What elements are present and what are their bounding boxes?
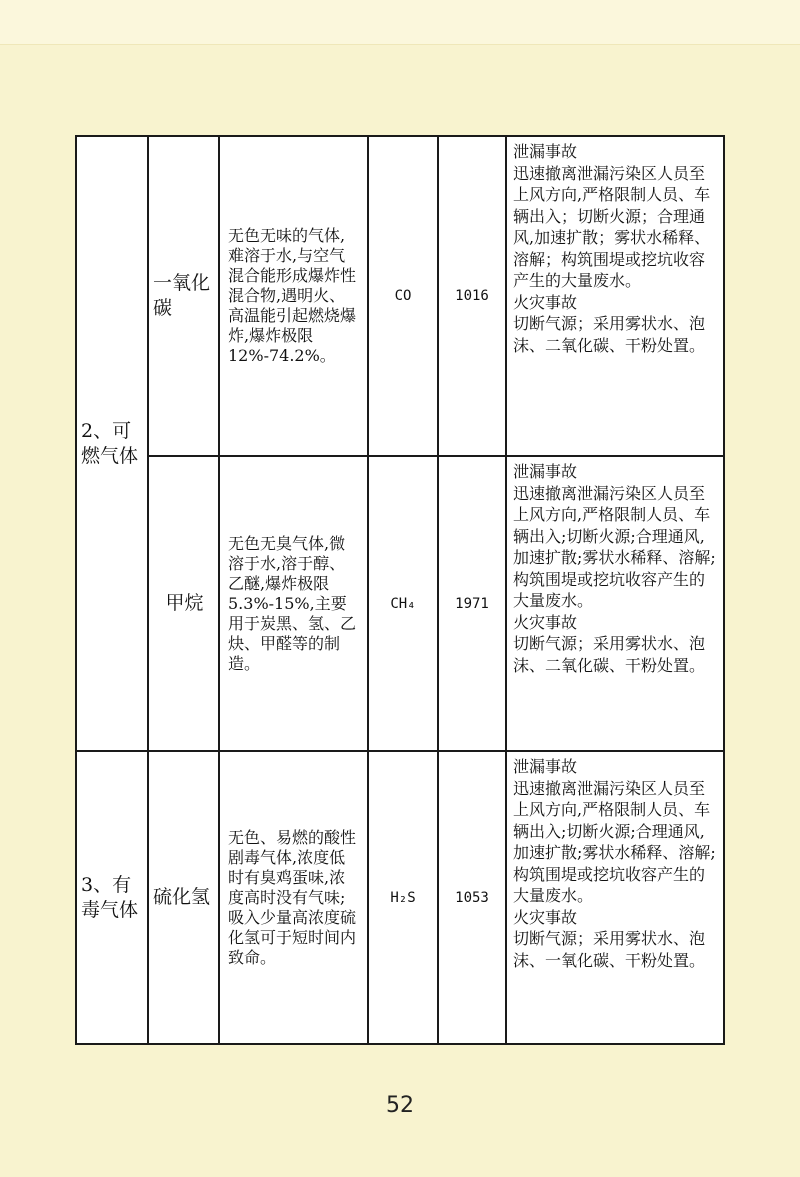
properties-cell [219, 751, 368, 1044]
table-row [76, 751, 724, 1044]
chemical-name-cell [148, 456, 219, 751]
leak-title: 泄漏事故 [513, 757, 578, 776]
fire-title: 火灾事故 [513, 612, 578, 632]
chemical-formula: H₂S [390, 889, 416, 906]
hazardous-gas-table [75, 135, 725, 1045]
fire-title: 火灾事故 [513, 907, 578, 927]
chemical-name: 一氧化碳 [153, 272, 211, 319]
chemical-name-cell [148, 136, 219, 456]
category-cell-toxic [76, 751, 148, 1044]
fire-title: 火灾事故 [513, 292, 578, 312]
page-number: 52 [386, 1093, 414, 1118]
properties-text: 无色无臭气体,微溶于水,溶于醇、乙醚,爆炸极限5.3%-15%,主要用于炭黑、氢、乙炔、甲醛等的制造。 [228, 533, 357, 673]
category-label: 2、可燃气体 [81, 419, 139, 467]
un-number-cell [438, 751, 506, 1044]
leak-title: 泄漏事故 [513, 142, 578, 161]
leak-title: 泄漏事故 [513, 462, 578, 481]
chemical-name-cell [148, 751, 219, 1044]
fire-text: 切断气源；采用雾状水、泡沫、一氧化碳、干粉处置。 [513, 929, 706, 970]
emergency-action-cell [506, 751, 724, 1044]
category-cell-flammable [76, 136, 148, 751]
chemical-name: 甲烷 [165, 592, 204, 614]
fire-text: 切断气源；采用雾状水、泡沫、二氧化碳、干粉处置。 [513, 314, 706, 355]
leak-text: 迅速撤离泄漏污染区人员至上风方向,严格限制人员、车辆出入;切断火源;合理通风,加速扩散;雾状水稀释、溶解;构筑围堤或挖坑收容产生的大量废水。 [513, 778, 716, 905]
formula-cell [368, 751, 438, 1044]
leak-text: 迅速撤离泄漏污染区人员至上风方向,严格限制人员、车辆出入；切断火源；合理通风,加速扩散；雾状水稀释、溶解；构筑围堤或挖坑收容产生的大量废水。 [513, 163, 711, 290]
un-number-cell [438, 136, 506, 456]
fire-text: 切断气源；采用雾状水、泡沫、二氧化碳、干粉处置。 [513, 634, 706, 675]
page-header-band [0, 0, 800, 45]
un-number: 1053 [455, 889, 489, 906]
category-label: 3、有毒气体 [81, 873, 139, 921]
chemical-formula: CO [394, 288, 412, 304]
formula-cell [368, 456, 438, 751]
table-row [76, 136, 724, 456]
properties-cell [219, 456, 368, 751]
chemical-formula: CH₄ [390, 595, 416, 612]
properties-text: 无色、易燃的酸性剧毒气体,浓度低时有臭鸡蛋味,浓度高时没有气味;吸入少量高浓度硫化氢可于短时间内致命。 [228, 827, 357, 967]
emergency-action-cell [506, 136, 724, 456]
formula-cell [368, 136, 438, 456]
properties-text: 无色无味的气体,难溶于水,与空气混合能形成爆炸性混合物,遇明火、高温能引起燃烧爆炸,爆炸极限12%-74.2%。 [228, 226, 357, 365]
emergency-action-cell [506, 456, 724, 751]
chemical-name: 硫化氢 [153, 886, 211, 908]
un-number: 1971 [455, 595, 489, 612]
un-number: 1016 [455, 288, 489, 304]
properties-cell [219, 136, 368, 456]
un-number-cell [438, 456, 506, 751]
table-row [76, 456, 724, 751]
leak-text: 迅速撤离泄漏污染区人员至上风方向,严格限制人员、车辆出入;切断火源;合理通风,加速扩散;雾状水稀释、溶解;构筑围堤或挖坑收容产生的大量废水。 [513, 483, 716, 610]
